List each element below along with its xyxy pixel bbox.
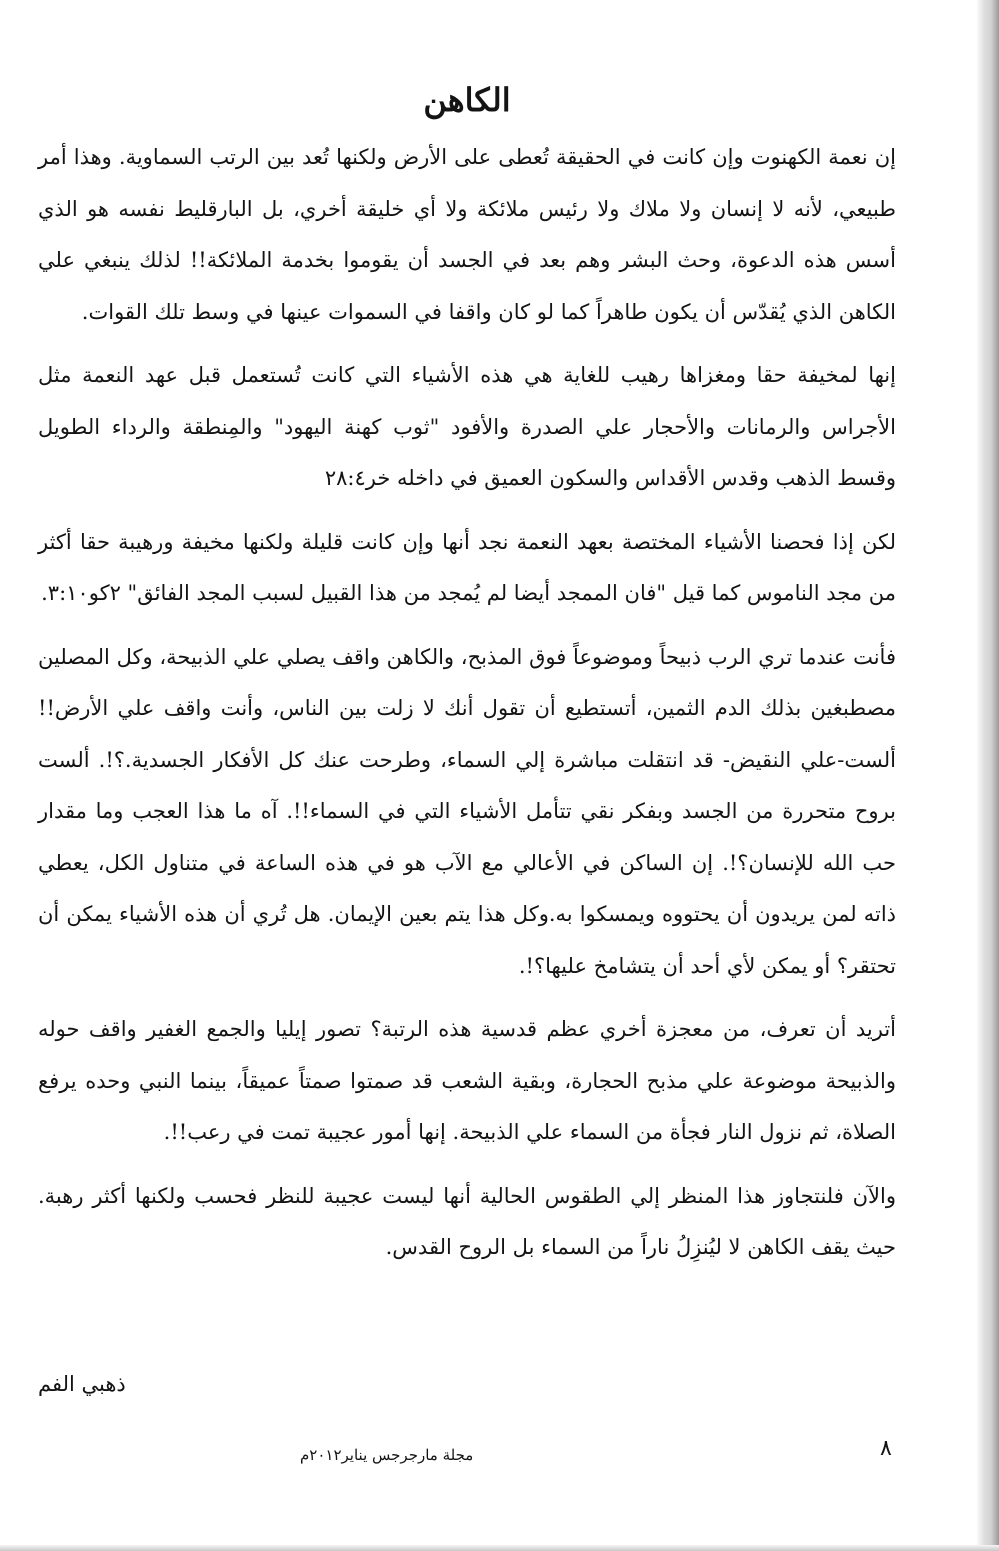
paragraph-1: إن نعمة الكهنوت وإن كانت في الحقيقة تُعطى على الأرض ولكنها تُعد بين الرتب السماوية. وهذا أمر طبيعي، لأنه لا إنسان ولا ملاك ولا رئيس ملائكة ولا أي خليقة أخري، بل البارقليط نفسه هو الذي أسس هذه الدعوة، وحث البشر وهم بعد في الجسد أن يقوموا بخدمة الملائكة!! لذلك ينبغي علي الكاهن الذي يُقدّس أن يكون طاهراً كما لو كان واقفا في السموات عينها في وسط تلك القوات. bbox=[38, 145, 896, 324]
author-signature: ذهبي الفم bbox=[38, 1372, 126, 1396]
journal-footer: مجلة مارجرجس يناير٢٠١٢م bbox=[300, 1446, 474, 1464]
article-title: الكاهن bbox=[423, 81, 511, 119]
paragraph-6: والآن فلنتجاوز هذا المنظر إلي الطقوس الحالية أنها ليست عجيبة للنظر فحسب ولكنها أكثر رهبة. حيث يقف الكاهن لا ليُنزِلُ ناراً من السماء بل الروح القدس. bbox=[38, 1183, 896, 1259]
paragraph-3: لكن إذا فحصنا الأشياء المختصة بعهد النعمة نجد أنها وإن كانت قليلة ولكنها مخيفة ورهيبة حقا أكثر من مجد الناموس كما قيل "فان الممجد أيضا لم يُمجد من هذا القبيل لسبب المجد الفائق" ٢كو٣:١٠. bbox=[38, 529, 896, 605]
article bbox=[38, 60, 896, 1286]
paragraph-5: أتريد أن تعرف، من معجزة أخري عظم قدسية هذه الرتبة؟ تصور إيليا والجمع الغفير واقف حوله والذبيحة موضوعة علي مذبح الحجارة، وبقية الشعب قد صمتوا صمتاً عميقاً، بينما النبي وحده يرفع الصلاة، ثم نزول النار فجأة من السماء علي الذبيحة. إنها أمور عجيبة تمت في رعب!!. bbox=[38, 1017, 896, 1144]
scan-edge-right bbox=[977, 0, 999, 1551]
page-number: ٨ bbox=[880, 1436, 892, 1461]
paragraph-4: فأنت عندما تري الرب ذبيحاً وموضوعاً فوق المذبح، والكاهن واقف يصلي علي الذبيحة، وكل المصلين مصطبغين بذلك الدم الثمين، أتستطيع أن تقول أنك لا زلت بين الناس، وأنت واقف علي الأرض!! ألست-علي النقيض- قد انتقلت مباشرة إلي السماء، وطرحت عنك كل الأفكار الجسدية.؟!. ألست بروح متحررة من الجسد وبفكر نقي تتأمل الأشياء التي في السماء!!. آه ما هذا العجب وما مقدار حب الله للإنسان؟!. إن الساكن في الأعالي مع الآب هو في هذه الساعة في متناول الكل، يعطي ذاته لمن يريدون أن يحتووه ويمسكوا به.وكل هذا يتم بعين الإيمان. هل تُري أن هذه الأشياء يمكن أن تحتقر؟ أو يمكن لأي أحد أن يتشامخ عليها؟!. bbox=[38, 644, 896, 978]
paragraph-2: إنها لمخيفة حقا ومغزاها رهيب للغاية هي هذه الأشياء التي كانت تُستعمل قبل عهد النعمة مثل الأجراس والرمانات والأحجار علي الصدرة والأفود "ثوب كهنة اليهود" والمِنطقة والرداء الطويل وقسط الذهب وقدس الأقداس والسكون العميق في داخله خر٢٨:٤ bbox=[38, 363, 896, 490]
scan-edge-bottom bbox=[0, 1545, 999, 1551]
